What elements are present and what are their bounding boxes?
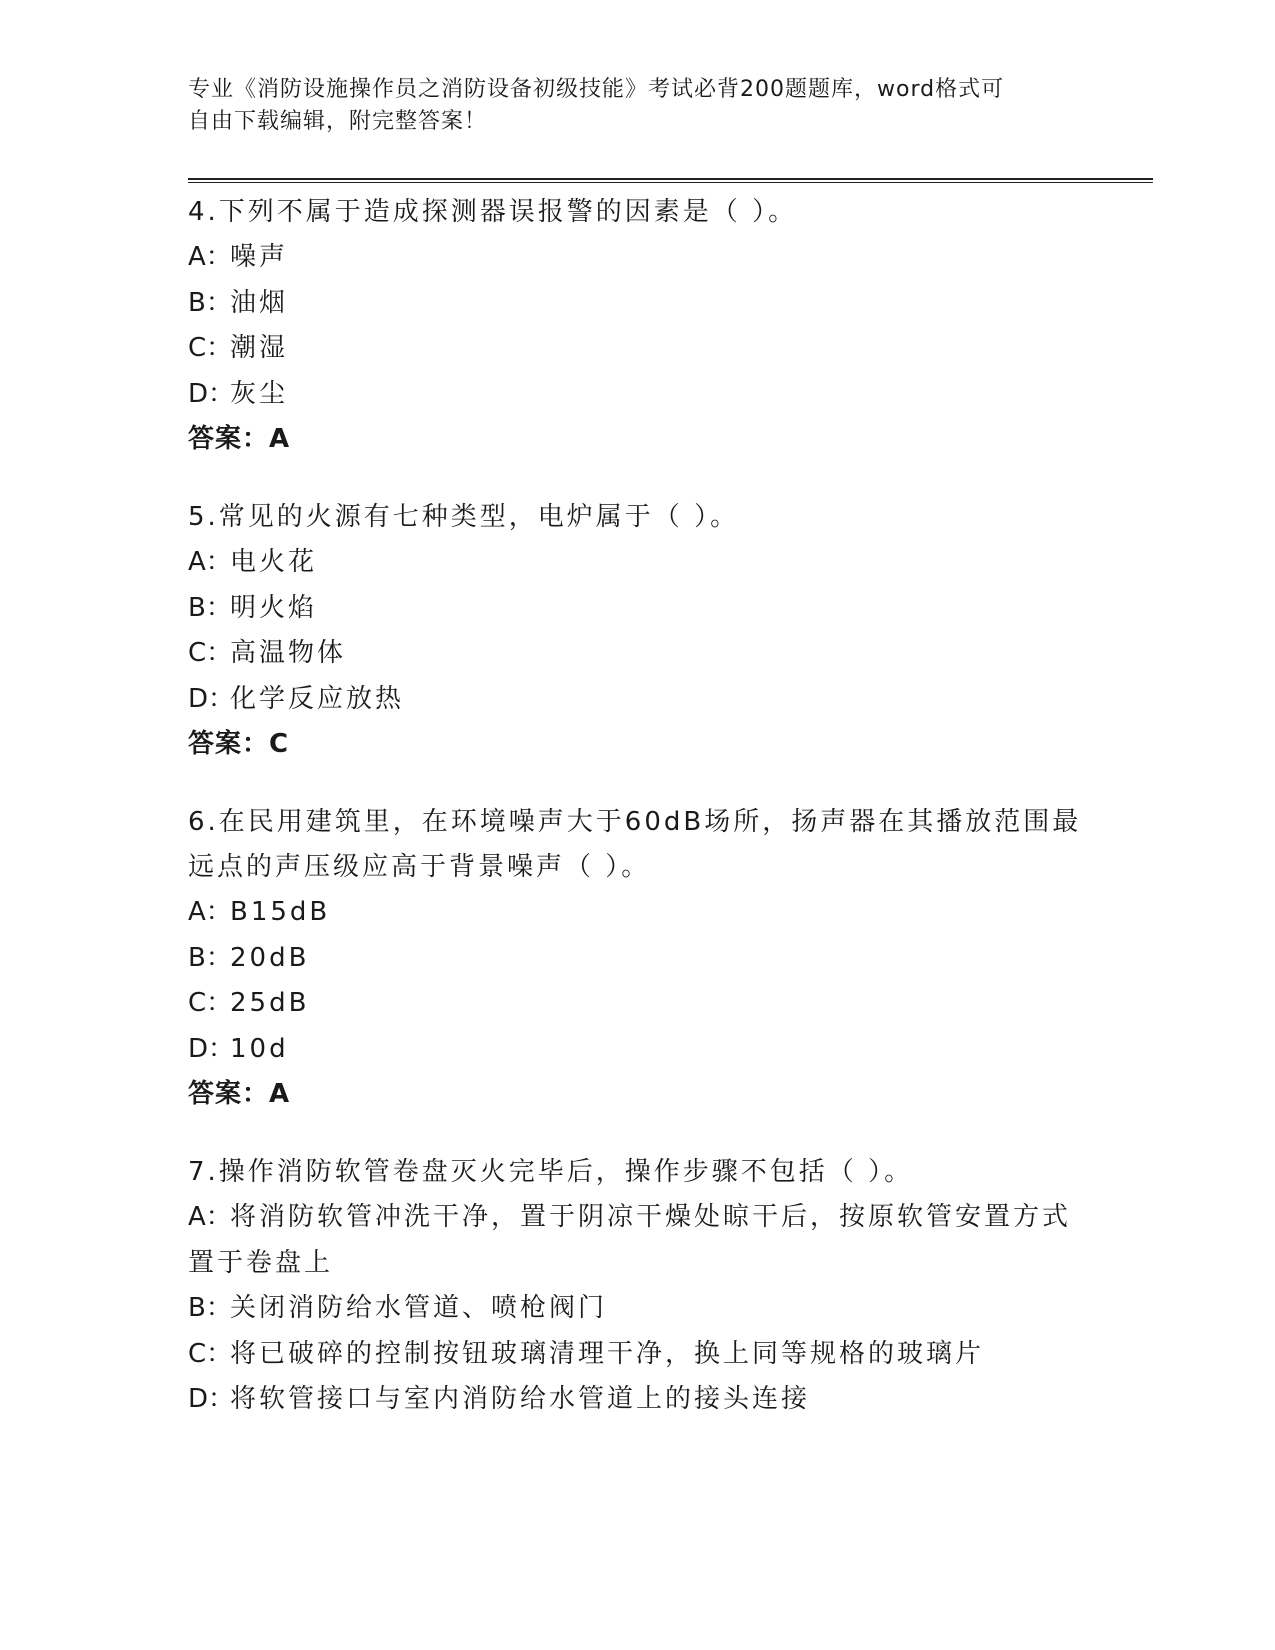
option-key: C： — [188, 638, 233, 668]
option-key: A： — [188, 547, 232, 577]
option-text: 关闭消防给水管道、喷枪阀门 — [230, 1293, 608, 1323]
option-key: C： — [188, 333, 233, 363]
answer-option — [188, 1377, 1088, 1423]
option-text: 潮湿 — [230, 333, 289, 363]
option-text: 将软管接口与室内消防给水管道上的接头连接 — [230, 1384, 811, 1414]
header-line-1: 专业《消防设施操作员之消防设备初级技能》考试必背200题题库，word格式可 — [188, 77, 1005, 102]
option-key: A： — [188, 897, 232, 927]
option-key: B： — [188, 1293, 232, 1323]
question-stem: 5.常见的火源有七种类型，电炉属于（ ）。 — [188, 502, 740, 532]
answer-option — [188, 631, 1088, 677]
option-text: 将已破碎的控制按钮玻璃清理干净，换上同等规格的玻璃片 — [230, 1338, 985, 1369]
option-text: 25dB — [230, 988, 310, 1018]
option-text: 10d — [230, 1033, 289, 1064]
header-line-2: 自由下载编辑，附完整答案！ — [188, 109, 488, 134]
answer-option — [188, 1286, 1088, 1332]
option-text: B15dB — [230, 897, 331, 927]
header-divider — [188, 178, 1153, 183]
document-header — [188, 74, 1088, 138]
option-key: D： — [188, 1033, 235, 1064]
answer-option — [188, 372, 1088, 418]
option-key: D： — [188, 1384, 235, 1414]
answer-option — [188, 981, 1088, 1027]
question-block — [188, 1150, 1088, 1423]
option-key: B： — [188, 287, 232, 318]
answer-option — [188, 281, 1088, 327]
answer-option — [188, 586, 1088, 632]
question-block — [188, 800, 1088, 1117]
option-text: 化学反应放热 — [230, 683, 405, 714]
option-key: B： — [188, 942, 232, 973]
option-text: 20dB — [230, 942, 310, 973]
question-list — [188, 190, 1088, 1456]
option-text: 高温物体 — [230, 638, 347, 668]
answer-option — [188, 936, 1088, 982]
option-text: 灰尘 — [230, 378, 289, 409]
answer-option — [188, 1195, 1088, 1241]
option-text: 将消防软管冲洗干净，置于阴凉干燥处晾干后，按原软管安置方式 — [230, 1202, 1072, 1232]
answer-option — [188, 1027, 1088, 1073]
question-block — [188, 495, 1088, 767]
question-stem: 7.操作消防软管卷盘灭火完毕后，操作步骤不包括（ ）。 — [188, 1157, 914, 1187]
option-text: 电火花 — [230, 547, 318, 577]
answer-line: 答案：C — [188, 729, 290, 759]
answer-option — [188, 1332, 1088, 1378]
option-key: A： — [188, 242, 232, 272]
option-key: C： — [188, 1338, 233, 1369]
option-key: A： — [188, 1202, 232, 1232]
question-stem: 远点的声压级应高于背景噪声（ ）。 — [188, 852, 651, 882]
answer-option — [188, 677, 1088, 723]
option-text: 明火焰 — [230, 592, 318, 623]
answer-line: 答案：A — [188, 424, 291, 454]
question-stem: 6.在民用建筑里，在环境噪声大于60dB场所，扬声器在其播放范围最 — [188, 807, 1082, 837]
option-text: 油烟 — [230, 287, 289, 318]
answer-option — [188, 540, 1088, 586]
option-text-continued: 置于卷盘上 — [188, 1247, 334, 1278]
option-text: 噪声 — [230, 242, 289, 272]
answer-option — [188, 890, 1088, 936]
answer-option — [188, 326, 1088, 372]
option-key: B： — [188, 592, 232, 623]
option-key: C： — [188, 988, 233, 1018]
question-block — [188, 190, 1088, 462]
option-key: D： — [188, 378, 235, 409]
answer-option — [188, 235, 1088, 281]
question-stem: 4.下列不属于造成探测器误报警的因素是（ ）。 — [188, 197, 798, 227]
answer-line: 答案：A — [188, 1079, 291, 1109]
option-key: D： — [188, 683, 235, 714]
